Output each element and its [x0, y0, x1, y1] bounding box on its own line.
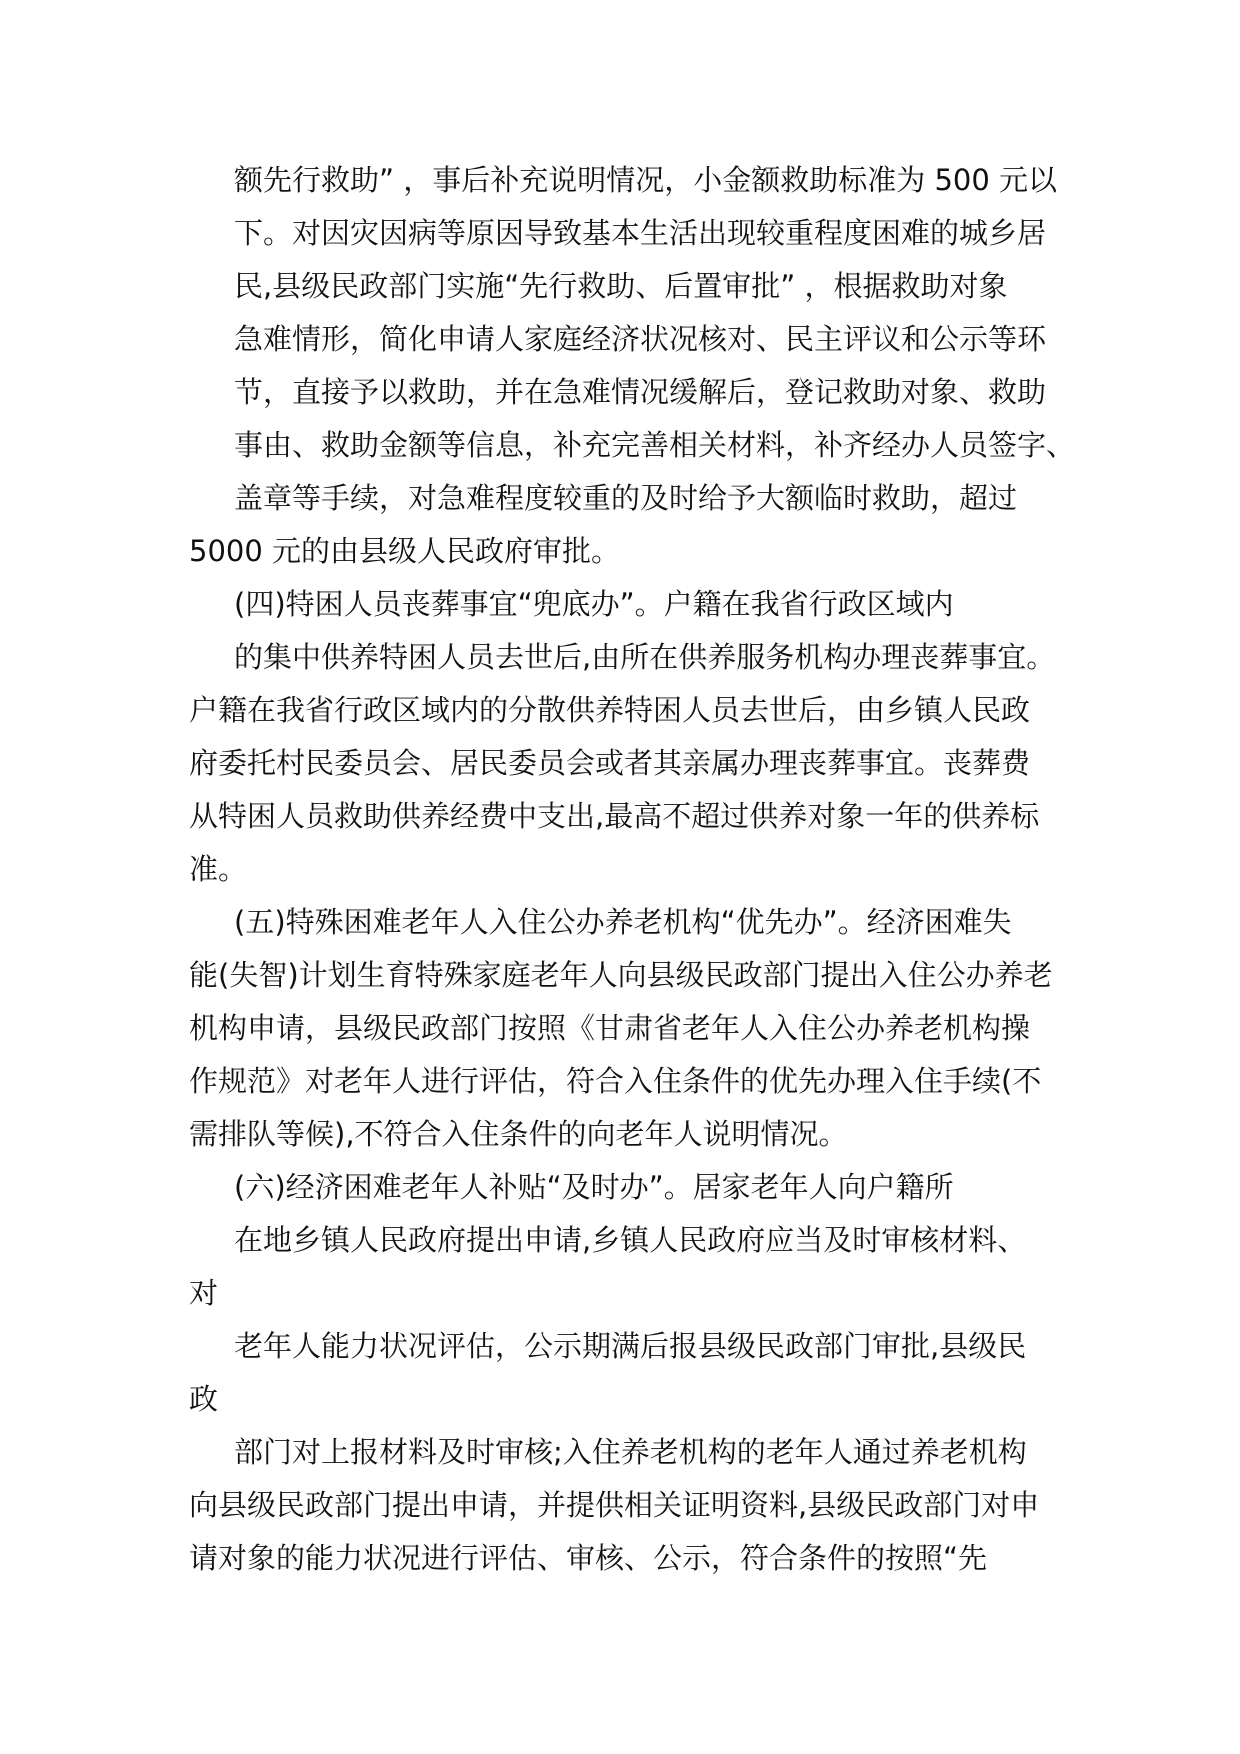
text-line: 从特困人员救助供养经费中支出,最高不超过供养对象一年的供养标: [189, 799, 1040, 833]
section-heading-5: (五)特殊困难老年人入住公办养老机构“优先办”。经济困难失: [234, 905, 1012, 939]
text-line: 向县级民政部门提出申请，并提供相关证明资料,县级民政部门对申: [189, 1488, 1040, 1522]
text-line: 机构申请，县级民政部门按照《甘肃省老年人入住公办养老机构操: [189, 1011, 1031, 1045]
text-line: 能(失智)计划生育特殊家庭老年人向县级民政部门提出入住公办养老: [189, 958, 1053, 992]
text-line: 府委托村民委员会、居民委员会或者其亲属办理丧葬事宜。丧葬费: [189, 746, 1031, 780]
section-heading-6: (六)经济困难老年人补贴“及时办”。居家老年人向户籍所: [234, 1170, 954, 1204]
text-line: 作规范》对老年人进行评估，符合入住条件的优先办理入住手续(不: [189, 1064, 1042, 1098]
text-line: 户籍在我省行政区域内的分散供养特困人员去世后，由乡镇人民政: [189, 693, 1031, 727]
text-line: 节，直接予以救助，并在急难情况缓解后，登记救助对象、救助: [234, 375, 1047, 409]
text-line: 民,县级民政部门实施“先行救助、后置审批” ，根据救助对象: [234, 269, 1008, 303]
text-line: 老年人能力状况评估，公示期满后报县级民政部门审批,县级民: [234, 1329, 1027, 1363]
text-line: 在地乡镇人民政府提出申请,乡镇人民政府应当及时审核材料、: [234, 1223, 1027, 1257]
text-line: 额先行救助” ，事后补充说明情况，小金额救助标准为 500 元以: [234, 163, 1058, 197]
text-line: 的集中供养特困人员去世后,由所在供养服务机构办理丧葬事宜。: [234, 640, 1056, 674]
section-heading-4: (四)特困人员丧葬事宜“兜底办”。户籍在我省行政区域内: [234, 587, 954, 621]
text-line: 盖章等手续，对急难程度较重的及时给予大额临时救助，超过: [234, 481, 1018, 515]
text-line: 部门对上报材料及时审核;入住养老机构的老年人通过养老机构: [234, 1435, 1027, 1469]
text-line: 5000 元的由县级人民政府审批。: [189, 534, 621, 568]
text-line: 请对象的能力状况进行评估、审核、公示，符合条件的按照“先: [189, 1541, 988, 1575]
text-line: 事由、救助金额等信息，补充完善相关材料，补齐经办人员签字、: [234, 428, 1076, 462]
text-line: 对: [189, 1276, 219, 1310]
text-line: 准。: [189, 852, 248, 886]
text-line: 政: [189, 1382, 219, 1416]
text-line: 下。对因灾因病等原因导致基本生活出现较重程度困难的城乡居: [234, 216, 1047, 250]
text-line: 需排队等候),不符合入住条件的向老年人说明情况。: [189, 1117, 848, 1151]
text-line: 急难情形，简化申请人家庭经济状况核对、民主评议和公示等环: [234, 322, 1047, 356]
